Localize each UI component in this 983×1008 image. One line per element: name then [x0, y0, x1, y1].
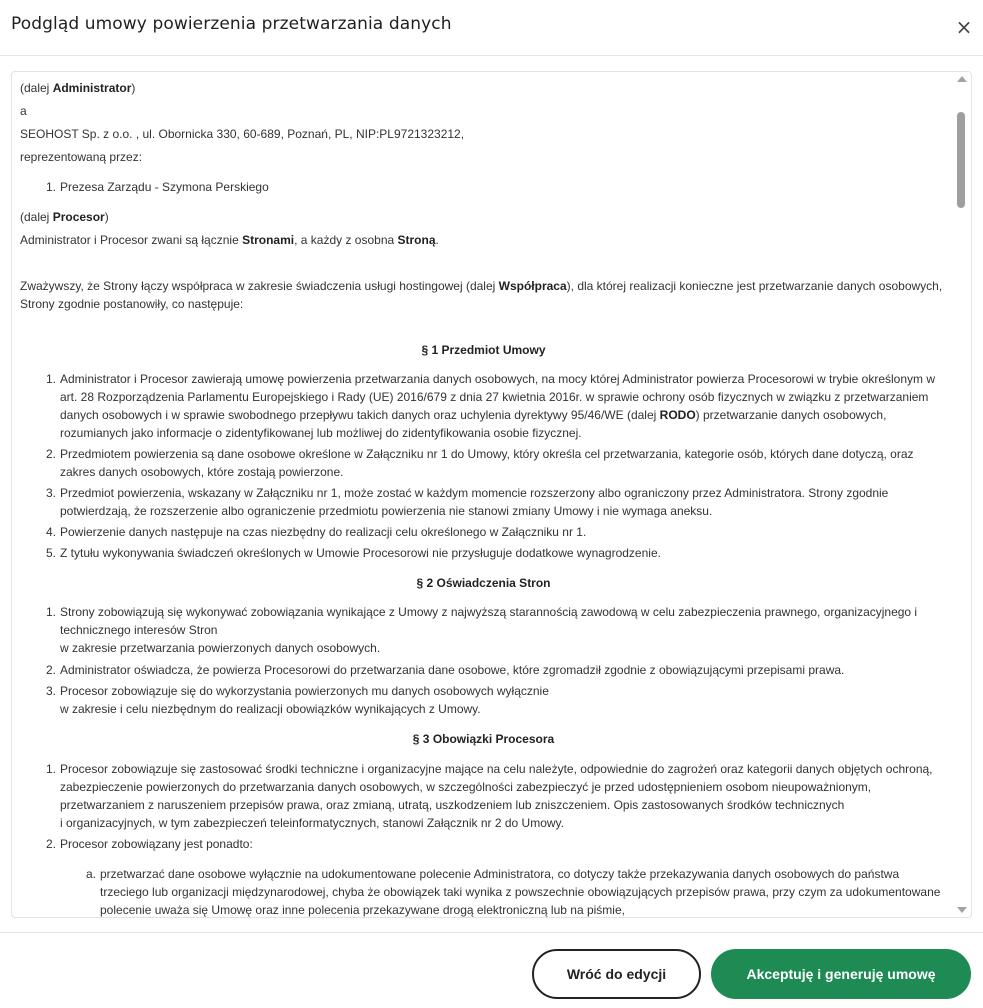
list-number: 3.: [46, 684, 57, 698]
list-item: Prezesa Zarządu - Szymona Perskiego: [60, 180, 269, 194]
doc-line: a: [20, 104, 27, 118]
list-item: Administrator oświadcza, że powierza Procesorowi do przetwarzania dane osobowe, które zgromadził zgodnie z obowiązującymi przepisami prawa.: [60, 663, 845, 677]
list-item: potwierdzają, że rozszerzenie albo ograniczenie przedmiotu powierzenia nie stanowi zmiany Umowy i nie wymaga aneksu.: [60, 504, 713, 518]
list-item: Procesor zobowiązuje się zastosować środki techniczne i organizacyjne mające na celu należyte, odpowiednie do zagrożeń oraz kategorii danych objętych ochroną,: [60, 762, 933, 776]
list-item: zakres danych osobowych, które zostają powierzone.: [60, 465, 344, 479]
list-item: Administrator i Procesor zawierają umowę powierzenia przetwarzania danych osobowych, na mocy której Administrator powierza Procesorowi w trybie określonym w: [60, 372, 936, 386]
section-heading: § 1 Przedmiot Umowy: [421, 343, 546, 357]
doc-line: Administrator i Procesor zwani są łącznie Stronami, a każdy z osobna Stroną.: [20, 233, 439, 247]
modal-header: [0, 0, 983, 56]
list-number: 2.: [46, 447, 57, 461]
list-item: przetwarzaniem z naruszeniem przepisów prawa, oraz zmianą, utratą, uszkodzeniem lub zniszczeniem. Opis zastosowanych środków technicznych: [60, 798, 845, 812]
list-item: Przedmiot powierzenia, wskazany w Załączniku nr 1, może zostać w każdym momencie rozszerzony albo ograniczony przez Administratora. Strony zgodnie: [60, 486, 889, 500]
modal-footer: [0, 932, 983, 1008]
scroll-up-arrow-icon[interactable]: [957, 76, 967, 82]
list-item: zabezpieczenie powierzonych do przetwarzania danych osobowych, w szczególności zabezpieczyć je przed udostępnieniem osobom nieupoważnionym,: [60, 780, 872, 794]
document-content: [12, 72, 953, 917]
section-heading: § 2 Oświadczenia Stron: [416, 576, 551, 590]
close-icon[interactable]: ×: [955, 15, 973, 39]
doc-line: (dalej Procesor): [20, 210, 109, 224]
list-item: Procesor zobowiązuje się do wykorzystania powierzonych mu danych osobowych wyłącznie: [60, 684, 549, 698]
doc-line: Zważywszy, że Strony łączy współpraca w zakresie świadczenia usługi hostingowej (dalej Współpraca), dla której realizacji konieczne jest przetwarzanie danych osobowych,: [20, 279, 943, 293]
list-item: w zakresie i celu niezbędnym do realizacji obowiązków wynikających z Umowy.: [60, 702, 481, 716]
list-number: 3.: [46, 486, 57, 500]
section-heading: § 3 Obowiązki Procesora: [412, 732, 555, 746]
list-number: 1.: [46, 372, 57, 386]
list-item: technicznego interesów Stron: [60, 623, 218, 637]
list-number: 5.: [46, 546, 57, 560]
list-item: Strony zobowiązują się wykonywać zobowiązania wynikające z Umowy z najwyższą starannością zawodową w celu zabezpieczenia prawnego, organizacyjnego i: [60, 605, 918, 619]
sub-list-letter: a.: [86, 867, 97, 881]
accept-generate-button[interactable]: Akceptuję i generuję umowę: [711, 949, 971, 999]
sub-list-item: przetwarzać dane osobowe wyłącznie na udokumentowane polecenie Administratora, co dotyczy także przekazywania danych osobowych do państwa: [100, 867, 900, 881]
list-number: 1.: [46, 762, 57, 776]
list-item: Procesor zobowiązany jest ponadto:: [60, 837, 253, 851]
back-to-edit-button[interactable]: Wróć do edycji: [532, 949, 701, 999]
list-number: 1.: [46, 605, 57, 619]
list-item: i organizacyjnych, w tym zabezpieczeń teleinformatycznych, stanowi Załącznik nr 2 do Umowy.: [60, 816, 564, 830]
sub-list-item: polecenie uważa się Umowę oraz inne polecenia przekazywane drogą elektroniczną lub na piśmie,: [100, 903, 625, 917]
vertical-scrollbar[interactable]: [953, 72, 971, 917]
sub-list-item: trzeciego lub organizacji międzynarodowej, chyba że obowiązek taki wynika z powszechnie obowiązujących przepisów prawa, przy czym za udokumentowane: [100, 885, 941, 899]
list-item: art. 28 Rozporządzenia Parlamentu Europejskiego i Rady (UE) 2016/679 z dnia 27 kwietnia 2016r. w sprawie ochrony osób fizycznych w związku z przetwarzaniem: [60, 390, 929, 404]
doc-line: (dalej Administrator): [20, 81, 136, 95]
scroll-down-arrow-icon[interactable]: [957, 907, 967, 913]
doc-line: reprezentowaną przez:: [20, 150, 143, 164]
list-item: rozumianych jako informacje o zidentyfikowanej lub możliwej do zidentyfikowania osobie fizycznej.: [60, 426, 582, 440]
document-preview[interactable]: [11, 71, 972, 918]
list-number: 4.: [46, 525, 57, 539]
scroll-thumb[interactable]: [957, 112, 965, 208]
list-item: Powierzenie danych następuje na czas niezbędny do realizacji celu określonego w Załączniku nr 1.: [60, 525, 587, 539]
doc-line: SEOHOST Sp. z o.o. , ul. Obornicka 330, 60-689, Poznań, PL, NIP:PL9721323212,: [20, 127, 465, 141]
list-number: 2.: [46, 837, 57, 851]
list-item: w zakresie przetwarzania powierzonych danych osobowych.: [60, 641, 381, 655]
list-item: Przedmiotem powierzenia są dane osobowe określone w Załączniku nr 1 do Umowy, który określa cel przetwarzania, kategorie osób, których dane dotyczą, oraz: [60, 447, 914, 461]
doc-line: Strony zgodnie postanowiły, co następuje:: [20, 297, 244, 311]
list-item: danych osobowych i w sprawie swobodnego przepływu takich danych oraz uchylenia dyrektywy 95/46/WE (dalej RODO) przetwarzanie danych osobowych,: [60, 408, 887, 422]
list-item: Z tytułu wykonywania świadczeń określonych w Umowie Procesorowi nie przysługuje dodatkowe wynagrodzenie.: [60, 546, 661, 560]
list-number: 1.: [46, 180, 57, 194]
list-number: 2.: [46, 663, 57, 677]
modal-title: Podgląd umowy powierzenia przetwarzania danych: [11, 14, 452, 34]
